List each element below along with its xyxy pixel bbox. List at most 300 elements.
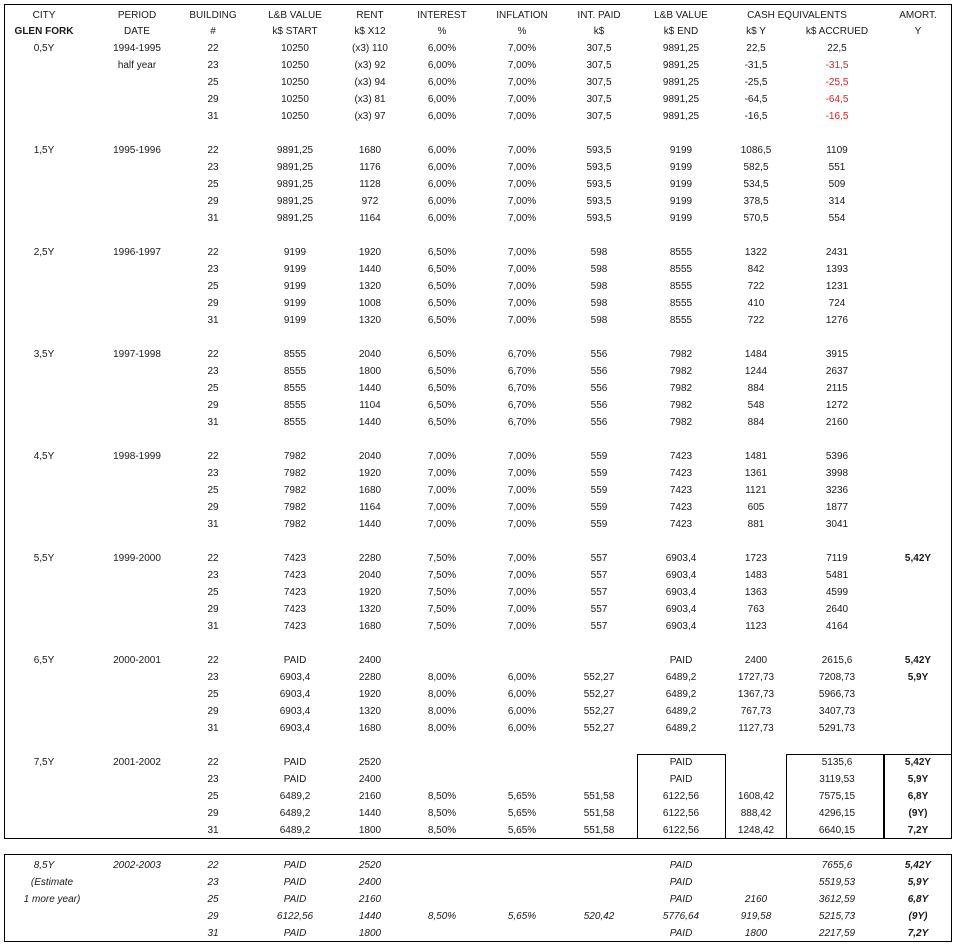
city-cell: 5,5Y	[33, 553, 55, 564]
cell-rent: 1320	[358, 604, 382, 615]
cell-paid: 598	[590, 315, 608, 326]
cell-paid: 598	[590, 281, 608, 292]
cell-start: 6489,2	[279, 808, 311, 819]
cell-int: 7,00%	[427, 451, 457, 462]
cell-int: 7,50%	[427, 587, 457, 598]
cell-end: PAID	[669, 877, 693, 888]
cell-rent: 1920	[358, 689, 382, 700]
cell-acc: -64,5	[825, 94, 849, 105]
cell-b: 29	[207, 400, 219, 411]
cell-rent: 1164	[359, 213, 381, 224]
cell-start: 9891,25	[276, 196, 314, 207]
header-top-3: L&B VALUE	[268, 10, 322, 21]
cell-y: 1481	[744, 451, 768, 462]
cell-y: 881	[747, 519, 765, 530]
cell-b: 25	[207, 894, 219, 905]
cell-inf: 7,00%	[507, 604, 537, 615]
cell-b: 29	[207, 196, 219, 207]
cell-start: 7423	[283, 621, 307, 632]
cell-inf: 7,00%	[507, 77, 537, 88]
cell-int: 6,50%	[427, 315, 457, 326]
cell-int: 6,50%	[427, 349, 457, 360]
cell-acc: 1109	[826, 145, 848, 156]
cell-inf: 6,00%	[507, 672, 537, 683]
cell-start: PAID	[283, 928, 307, 939]
cell-start: PAID	[283, 774, 307, 785]
header-top-10: AMORT.	[899, 10, 937, 21]
cell-rent: 1164	[359, 502, 381, 513]
cell-int: 7,00%	[427, 468, 457, 479]
cell-paid: 598	[590, 298, 608, 309]
cell-b: 23	[207, 774, 219, 785]
cell-b: 22	[207, 247, 219, 258]
cell-inf: 7,00%	[507, 264, 537, 275]
cell-inf: 5,65%	[507, 791, 537, 802]
cell-y: 722	[747, 315, 765, 326]
cell-acc: 4164	[825, 621, 849, 632]
cell-int: 8,00%	[427, 689, 457, 700]
cell-acc: 22,5	[827, 43, 847, 54]
cell-end: 6122,56	[662, 808, 700, 819]
period-cell: 1998-1999	[113, 451, 161, 462]
cell-rent: 1128	[359, 179, 381, 190]
cell-b: 25	[207, 485, 219, 496]
period-cell: 2000-2001	[113, 655, 161, 666]
cell-end: 6903,4	[665, 553, 697, 564]
cell-acc: 5291,73	[818, 723, 856, 734]
cell-rent: 1800	[358, 825, 382, 836]
period-cell: 1994-1995	[113, 43, 161, 54]
cell-start: 6903,4	[279, 672, 311, 683]
cell-acc: 5519,53	[818, 877, 856, 888]
cell-end: PAID	[669, 860, 693, 871]
cell-y: 1248,42	[737, 825, 775, 836]
cell-acc: 1393	[825, 264, 849, 275]
cell-am: 5,9Y	[907, 672, 929, 683]
header-sub-7: k$	[593, 26, 605, 37]
cell-y: 534,5	[743, 179, 769, 190]
cell-end: PAID	[669, 774, 693, 785]
cell-inf: 6,00%	[507, 689, 537, 700]
cell-end: 9891,25	[662, 77, 700, 88]
cell-int: 8,50%	[427, 808, 457, 819]
cell-inf: 7,00%	[507, 502, 537, 513]
cell-rent: 2040	[358, 570, 382, 581]
cell-paid: 557	[590, 621, 608, 632]
cell-inf: 6,00%	[507, 723, 537, 734]
cell-b: 25	[207, 281, 219, 292]
cell-end: 7423	[669, 485, 693, 496]
cell-paid: 307,5	[586, 94, 612, 105]
cell-start: 8555	[283, 383, 307, 394]
cell-acc: 7655,6	[821, 860, 853, 871]
cell-paid: 559	[590, 502, 608, 513]
cell-y: 1800	[744, 928, 768, 939]
cell-rent: 1008	[358, 298, 382, 309]
cell-end: 6489,2	[665, 672, 697, 683]
cell-paid: 307,5	[586, 77, 612, 88]
cell-rent: 2040	[358, 349, 382, 360]
cell-b: 25	[207, 383, 219, 394]
header-top-7: INT. PAID	[577, 10, 621, 21]
cell-inf: 6,70%	[507, 417, 537, 428]
cell-b: 31	[207, 723, 219, 734]
cell-start: 8555	[283, 349, 307, 360]
cell-b: 22	[207, 145, 219, 156]
cell-acc: -16,5	[825, 111, 849, 122]
cell-start: PAID	[283, 877, 307, 888]
cell-start: 10250	[281, 43, 309, 54]
cell-end: 7423	[669, 451, 693, 462]
cell-paid: 593,5	[586, 179, 612, 190]
cell-acc: 2431	[825, 247, 849, 258]
cell-am: (9Y)	[908, 911, 928, 922]
cell-start: 10250	[281, 94, 309, 105]
cell-acc: 4296,15	[818, 808, 856, 819]
cell-y: 1483	[744, 570, 768, 581]
cell-paid: 552,27	[583, 672, 615, 683]
cell-end: 8555	[669, 247, 693, 258]
cell-int: 7,50%	[427, 553, 457, 564]
cell-paid: 593,5	[586, 196, 612, 207]
cell-paid: 307,5	[586, 60, 612, 71]
cell-y: 410	[747, 298, 765, 309]
cell-start: PAID	[283, 894, 307, 905]
cell-int: 6,00%	[427, 196, 457, 207]
cell-b: 23	[207, 366, 219, 377]
cell-end: 9199	[669, 196, 693, 207]
cell-b: 23	[207, 468, 219, 479]
cell-start: 9199	[283, 281, 307, 292]
cell-rent: 2280	[358, 553, 382, 564]
cell-rent: 1440	[358, 383, 382, 394]
header-sub-9: k$ Y	[746, 26, 766, 37]
header-sub-4: k$ X12	[354, 26, 386, 37]
cell-int: 6,50%	[427, 366, 457, 377]
cell-y: 2400	[744, 655, 768, 666]
header-sub-0: GLEN FORK	[14, 26, 74, 37]
cell-end: 9891,25	[662, 94, 700, 105]
cell-y: -64,5	[744, 94, 768, 105]
cell-int: 7,50%	[427, 621, 457, 632]
cell-paid: 598	[590, 247, 608, 258]
cell-paid: 593,5	[586, 145, 612, 156]
cell-start: 7982	[283, 485, 307, 496]
cell-end: 5776,64	[662, 911, 700, 922]
cell-end: 7982	[669, 417, 693, 428]
cell-inf: 7,00%	[507, 213, 537, 224]
cell-b: 31	[207, 621, 219, 632]
cell-rent: (x3) 94	[354, 77, 386, 88]
cell-start: 7423	[283, 604, 307, 615]
cell-y: 378,5	[743, 196, 769, 207]
cell-inf: 7,00%	[507, 247, 537, 258]
cell-y: -16,5	[744, 111, 768, 122]
cell-acc: 509	[828, 179, 846, 190]
cell-rent: 2400	[358, 655, 382, 666]
cell-b: 23	[207, 60, 219, 71]
cell-int: 6,00%	[427, 77, 457, 88]
cell-inf: 6,70%	[507, 366, 537, 377]
cell-y: 1123	[745, 621, 767, 632]
cell-rent: 2400	[358, 877, 382, 888]
cell-y: 548	[747, 400, 765, 411]
cell-y: 1361	[744, 468, 768, 479]
cell-b: 23	[207, 570, 219, 581]
cell-acc: 554	[828, 213, 846, 224]
cell-rent: 1440	[358, 417, 382, 428]
cell-start: 6903,4	[279, 706, 311, 717]
cell-y: 1367,73	[737, 689, 775, 700]
cell-b: 25	[207, 791, 219, 802]
cell-b: 31	[207, 825, 219, 836]
cell-y: 1727,73	[737, 672, 775, 683]
cell-inf: 6,00%	[507, 706, 537, 717]
cell-inf: 7,00%	[507, 145, 537, 156]
cell-y: 919,58	[740, 911, 772, 922]
cell-start: 8555	[283, 400, 307, 411]
cell-b: 29	[207, 94, 219, 105]
cell-paid: 557	[590, 587, 608, 598]
cell-acc: 2217,59	[818, 928, 856, 939]
cell-y: -25,5	[744, 77, 768, 88]
cell-am: 5,9Y	[907, 774, 929, 785]
cell-inf: 7,00%	[507, 468, 537, 479]
cell-acc: 2640	[825, 604, 849, 615]
cell-end: 7982	[669, 349, 693, 360]
cell-y: 1322	[744, 247, 768, 258]
cell-paid: 556	[590, 349, 608, 360]
cell-paid: 593,5	[586, 213, 612, 224]
cell-start: PAID	[283, 757, 307, 768]
cell-int: 8,50%	[427, 791, 457, 802]
cell-acc: 2115	[826, 383, 848, 394]
cell-paid: 556	[590, 366, 608, 377]
cell-am: 5,9Y	[907, 877, 929, 888]
cell-acc: 5135,6	[821, 757, 853, 768]
cell-acc: 7119	[826, 553, 848, 564]
cell-acc: 1231	[825, 281, 849, 292]
cell-int: 6,00%	[427, 162, 457, 173]
cell-end: 6122,56	[662, 791, 700, 802]
cell-rent: 972	[361, 196, 379, 207]
cell-acc: 3915	[825, 349, 849, 360]
cell-end: PAID	[669, 757, 693, 768]
cell-acc: 5966,73	[818, 689, 856, 700]
cell-y: 1723	[744, 553, 768, 564]
header-top-2: BUILDING	[189, 10, 237, 21]
cell-end: 9891,25	[662, 111, 700, 122]
cell-inf: 7,00%	[507, 281, 537, 292]
cell-paid: 307,5	[586, 43, 612, 54]
cell-paid: 557	[590, 604, 608, 615]
cell-b: 25	[207, 689, 219, 700]
cell-int: 6,50%	[427, 281, 457, 292]
cell-acc: 551	[828, 162, 846, 173]
cell-inf: 7,00%	[507, 298, 537, 309]
cell-end: 8555	[669, 281, 693, 292]
cell-int: 6,50%	[427, 400, 457, 411]
cell-acc: 5215,73	[818, 911, 856, 922]
cell-start: 9891,25	[276, 213, 314, 224]
cell-acc: 2615,6	[821, 655, 853, 666]
cell-end: PAID	[669, 928, 693, 939]
cell-y: 722	[747, 281, 765, 292]
cell-start: 9199	[283, 315, 307, 326]
cell-paid: 556	[590, 417, 608, 428]
cell-acc: 3998	[825, 468, 849, 479]
cell-inf: 7,00%	[507, 570, 537, 581]
header-sub-2: #	[210, 26, 216, 37]
cell-am: 5,42Y	[904, 553, 932, 564]
cell-end: 6122,56	[662, 825, 700, 836]
cell-y: 1363	[744, 587, 768, 598]
period-cell: 1996-1997	[113, 247, 161, 258]
cell-int: 6,00%	[427, 43, 457, 54]
cell-end: 8555	[669, 264, 693, 275]
header-top-1: PERIOD	[117, 10, 157, 21]
cell-b: 22	[207, 655, 219, 666]
cell-paid: 598	[590, 264, 608, 275]
cell-end: 7982	[669, 366, 693, 377]
cell-y: 842	[747, 264, 765, 275]
cell-inf: 7,00%	[507, 621, 537, 632]
cell-rent: 1920	[358, 468, 382, 479]
cell-b: 23	[207, 672, 219, 683]
header-top-9: CASH EQUIVALENTS	[747, 10, 847, 21]
cell-start: 7423	[283, 553, 307, 564]
cell-acc: 3119,53	[819, 774, 855, 785]
cell-end: 7982	[669, 383, 693, 394]
cell-start: 7982	[283, 468, 307, 479]
cell-acc: 2637	[825, 366, 849, 377]
cell-start: 6903,4	[279, 723, 311, 734]
cell-start: PAID	[283, 860, 307, 871]
cell-end: PAID	[669, 894, 693, 905]
cell-rent: 1176	[359, 162, 381, 173]
cell-rent: 1440	[358, 808, 382, 819]
cell-acc: 724	[828, 298, 846, 309]
cell-rent: 2280	[358, 672, 382, 683]
cell-start: 10250	[281, 60, 309, 71]
period-cell: 2002-2003	[113, 860, 161, 871]
cell-paid: 556	[590, 400, 608, 411]
cell-end: 7423	[669, 468, 693, 479]
cell-end: 8555	[669, 315, 693, 326]
cell-int: 6,00%	[427, 179, 457, 190]
cell-paid: 552,27	[583, 723, 615, 734]
cell-inf: 7,00%	[507, 553, 537, 564]
cell-b: 23	[207, 264, 219, 275]
cell-inf: 7,00%	[507, 196, 537, 207]
cell-rent: 2040	[358, 451, 382, 462]
period-cell: 1999-2000	[113, 553, 161, 564]
cell-start: 6903,4	[279, 689, 311, 700]
cell-end: 9199	[669, 145, 693, 156]
cell-inf: 7,00%	[507, 587, 537, 598]
cell-rent: 1320	[358, 315, 382, 326]
cell-start: 10250	[281, 77, 309, 88]
cell-paid: 557	[590, 570, 608, 581]
header-sub-11: Y	[914, 26, 922, 37]
cell-int: 6,50%	[427, 298, 457, 309]
cell-start: 9891,25	[276, 162, 314, 173]
cell-int: 6,00%	[427, 60, 457, 71]
cell-start: PAID	[283, 655, 307, 666]
cell-paid: 556	[590, 383, 608, 394]
cell-inf: 7,00%	[507, 485, 537, 496]
cell-am: 7,2Y	[907, 825, 929, 836]
cell-paid: 307,5	[586, 111, 612, 122]
cell-int: 8,00%	[427, 706, 457, 717]
cell-end: PAID	[669, 655, 693, 666]
city-cell: 7,5Y	[33, 757, 55, 768]
cell-int: 7,00%	[427, 502, 457, 513]
cell-int: 6,00%	[427, 145, 457, 156]
cell-int: 7,00%	[427, 485, 457, 496]
cell-b: 22	[207, 860, 219, 871]
cell-b: 31	[207, 928, 219, 939]
cell-paid: 551,58	[583, 791, 615, 802]
cell-int: 8,00%	[427, 672, 457, 683]
cell-b: 29	[207, 502, 219, 513]
cell-b: 22	[207, 553, 219, 564]
cell-end: 9199	[669, 213, 693, 224]
cell-am: 6,8Y	[907, 791, 929, 802]
cell-y: -31,5	[744, 60, 768, 71]
cell-start: 7982	[283, 519, 307, 530]
city-cell: 0,5Y	[33, 43, 55, 54]
cell-b: 22	[207, 451, 219, 462]
cell-am: 7,2Y	[907, 928, 929, 939]
city-cell: 4,5Y	[33, 451, 55, 462]
period-cell: 1997-1998	[113, 349, 161, 360]
cell-start: 7423	[283, 570, 307, 581]
cell-start: 7982	[283, 451, 307, 462]
cell-acc: 7208,73	[818, 672, 856, 683]
cell-b: 23	[207, 877, 219, 888]
cell-end: 9199	[669, 162, 693, 173]
cell-paid: 559	[590, 451, 608, 462]
cell-rent: 2520	[358, 757, 382, 768]
cell-rent: 1920	[358, 247, 382, 258]
cell-int: 8,00%	[427, 723, 457, 734]
cell-am: (9Y)	[908, 808, 928, 819]
period-cell: 1995-1996	[113, 145, 161, 156]
cell-acc: 2160	[825, 417, 849, 428]
header-top-6: INFLATION	[496, 10, 548, 21]
cell-b: 31	[207, 111, 219, 122]
cell-b: 29	[207, 808, 219, 819]
header-sub-1: DATE	[124, 26, 150, 37]
cell-start: 8555	[283, 417, 307, 428]
cell-acc: 6640,15	[818, 825, 856, 836]
cell-acc: 7575,15	[818, 791, 856, 802]
cell-y: 582,5	[743, 162, 769, 173]
cell-inf: 7,00%	[507, 111, 537, 122]
cell-paid: 520,42	[583, 911, 615, 922]
cell-end: 9199	[669, 179, 693, 190]
header-top-5: INTEREST	[417, 10, 467, 21]
cell-paid: 559	[590, 468, 608, 479]
cell-inf: 7,00%	[507, 43, 537, 54]
cell-acc: 3041	[825, 519, 849, 530]
cell-acc: -31,5	[825, 60, 849, 71]
cell-rent: 1440	[358, 519, 382, 530]
cell-rent: 1440	[358, 911, 382, 922]
cell-int: 7,50%	[427, 570, 457, 581]
cell-start: 6489,2	[279, 825, 311, 836]
